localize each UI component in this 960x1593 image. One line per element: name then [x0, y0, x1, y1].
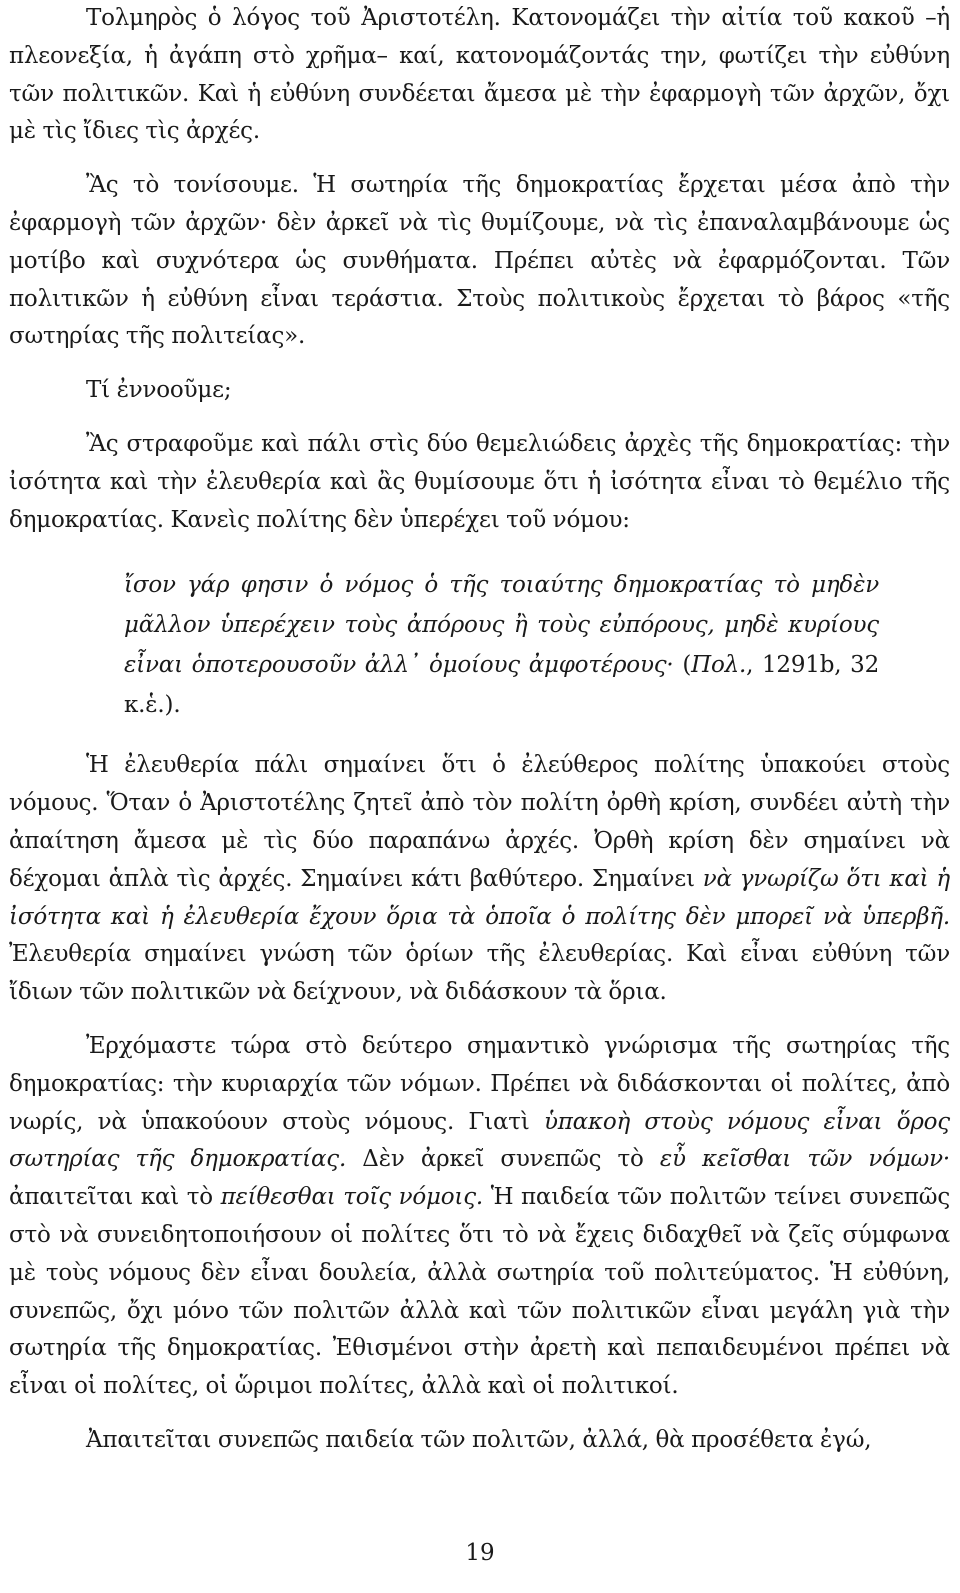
paragraph-spacer — [9, 1406, 950, 1422]
paragraph-spacer — [9, 1012, 950, 1028]
paragraph-7-text: Ἀπαιτεῖται συνεπῶς παιδεία τῶν πολιτῶν, ἀλλά, θὰ προσέθετα ἐγώ, — [86, 1426, 872, 1453]
page-number: 19 — [465, 1540, 495, 1566]
paragraph-spacer — [9, 151, 950, 167]
paragraph-spacer — [9, 356, 950, 372]
paragraph-6-text-a: Ἐρχόμαστε τώρα στὸ δεύτερο σημαντικὸ γνώρισμα τῆς σωτηρίας τῆς δημοκρατίας: τὴν κυριαρχία τῶν νόμων. Πρέπει νὰ διδάσκονται οἱ πολίτες, ἀπὸ νωρίς, νὰ ὑπακούουν στοὺς νόμους. Γιατὶ — [9, 1032, 950, 1135]
paragraph-2-text: Ἂς τὸ τονίσουμε. Ἡ σωτηρία τῆς δημοκρατίας ἔρχεται μέσα ἀπὸ τὴν ἐφαρμογὴ τῶν ἀρχῶν· δὲν ἀρκεῖ νὰ τὶς θυμίζουμε, νὰ τὶς ἐπαναλαμβάνουμε ὡς μοτίβο καὶ συχνότερα ὡς συνθήματα. Πρέπει αὐτὲς νὰ ἐφαρμόζονται. Τῶν πολιτικῶν ἡ εὐθύνη εἶναι τεράστια. Στοὺς πολιτικοὺς ἔρχεται τὸ βάρος «τῆς σωτηρίας τῆς πολιτείας». — [9, 172, 950, 350]
body-text — [9, 0, 950, 1460]
paragraph-5 — [9, 747, 950, 1012]
paragraph-6-emphasis-3: πείθεσθαι τοῖς νόμοις. — [220, 1184, 484, 1211]
paragraph-3-text: Τί ἐννοοῦμε; — [86, 377, 232, 404]
paragraph-5-text-b: Ἐλευθερία σημαίνει γνώση τῶν ὁρίων τῆς ἐλευθερίας. Καὶ εἶναι εὐθύνη τῶν ἴδιων τῶν πολιτικῶν νὰ δείχνουν, νὰ διδάσκουν τὰ ὅρια. — [9, 941, 950, 1006]
quote-ref-work: Πολ. — [691, 652, 747, 679]
quote-ref-open: ( — [673, 652, 692, 679]
paragraph-6-emphasis-1: ὑπακοὴ στοὺς νόμους εἶναι ὅρος σωτηρίας τῆς δημοκρατίας. — [9, 1108, 950, 1173]
paragraph-6 — [9, 1028, 950, 1406]
block-quote — [124, 565, 879, 725]
paragraph-6-text-b: Δὲν ἀρκεῖ συνεπῶς τὸ — [346, 1146, 660, 1173]
paragraph-6-text-c: ἀπαιτεῖται καὶ τὸ — [9, 1184, 221, 1211]
paragraph-1-text: Τολμηρὸς ὁ λόγος τοῦ Ἀριστοτέλη. Κατονομάζει τὴν αἰτία τοῦ κακοῦ –ἡ πλεονεξία, ἡ ἀγάπη στὸ χρῆμα– καί, κατονομάζοντάς την, φωτίζει τὴν εὐθύνη τῶν πολιτικῶν. Καὶ ἡ εὐθύνη συνδέεται ἄμεσα μὲ τὴν ἐφαρμογὴ τῶν ἀρχῶν, ὄχι μὲ τὶς ἴδιες τὶς ἀρχές. — [9, 5, 950, 145]
paragraph-spacer — [9, 410, 950, 426]
paragraph-6-emphasis-2: εὖ κεῖσθαι τῶν νόμων· — [659, 1146, 950, 1173]
paragraph-5-emphasis: νὰ γνωρίζω ὅτι καὶ ἡ ἰσότητα καὶ ἡ ἐλευθερία ἔχουν ὅρια τὰ ὁποῖα ὁ πολίτης δὲν μπορεῖ νὰ ὑπερβῆ. — [9, 865, 950, 930]
quote-spacer-bottom — [9, 725, 950, 747]
paragraph-4 — [9, 426, 950, 539]
quote-indent-wrapper — [124, 572, 879, 718]
paragraph-4-text: Ἂς στραφοῦμε καὶ πάλι στὶς δύο θεμελιώδεις ἀρχὲς τῆς δημοκρατίας: τὴν ἰσότητα καὶ τὴν ἐλευθερία καὶ ἂς θυμίσουμε ὅτι ἡ ἰσότητα εἶναι τὸ θεμέλιο τῆς δημοκρατίας. Κανεὶς πολίτης δὲν ὑπερέχει τοῦ νόμου: — [9, 430, 950, 533]
paragraph-3 — [9, 372, 950, 410]
quote-text: ἴσον γάρ φησιν ὁ νόμος ὁ τῆς τοιαύτης δημοκρατίας τὸ μηδὲν μᾶλλον ὑπερέχειν τοὺς ἀπόρους ἢ τοὺς εὐπόρους, μηδὲ κυρίους εἶναι ὁποτερουσοῦν ἀλλ᾽ ὁμοίους ἀμφοτέρους· — [124, 572, 879, 679]
quote-spacer-top — [9, 539, 950, 565]
paragraph-2 — [9, 167, 950, 356]
paragraph-1 — [9, 0, 950, 151]
quote-ref-rest: , 1291b, 32 κ.ἑ.). — [124, 652, 880, 719]
paragraph-7 — [9, 1422, 950, 1460]
paragraph-5-text-a: Ἡ ἐλευθερία πάλι σημαίνει ὅτι ὁ ἐλεύθερος πολίτης ὑπακούει στοὺς νόμους. Ὅταν ὁ Ἀριστοτέλης ζητεῖ ἀπὸ τὸν πολίτη ὀρθὴ κρίση, συνδέει αὐτὴ τὴν ἀπαίτηση ἄμεσα μὲ τὶς δύο παραπάνω ἀρχές. Ὀρθὴ κρίση δὲν σημαίνει νὰ δέχομαι ἁπλὰ τὶς ἀρχές. Σημαίνει κάτι βαθύτερο. Σημαίνει — [9, 752, 950, 892]
paragraph-6-text-d: Ἡ παιδεία τῶν πολιτῶν τείνει συνεπῶς στὸ νὰ συνειδητοποιήσουν οἱ πολίτες ὅτι τὸ νὰ ἔχεις διδαχθεῖ νὰ ζεῖς σύμφωνα μὲ τοὺς νόμους δὲν εἶναι δουλεία, ἀλλὰ σωτηρία τοῦ πολιτεύματος. Ἡ εὐθύνη, συνεπῶς, ὄχι μόνο τῶν πολιτῶν ἀλλὰ καὶ τῶν πολιτικῶν εἶναι μεγάλη γιὰ τὴν σωτηρία τῆς δημοκρατίας. Ἐθισμένοι στὴν ἀρετὴ καὶ πεπαιδευμένοι πρέπει νὰ εἶναι οἱ πολίτες, οἱ ὥριμοι πολίτες, ἀλλὰ καὶ οἱ πολιτικοί. — [9, 1184, 950, 1400]
